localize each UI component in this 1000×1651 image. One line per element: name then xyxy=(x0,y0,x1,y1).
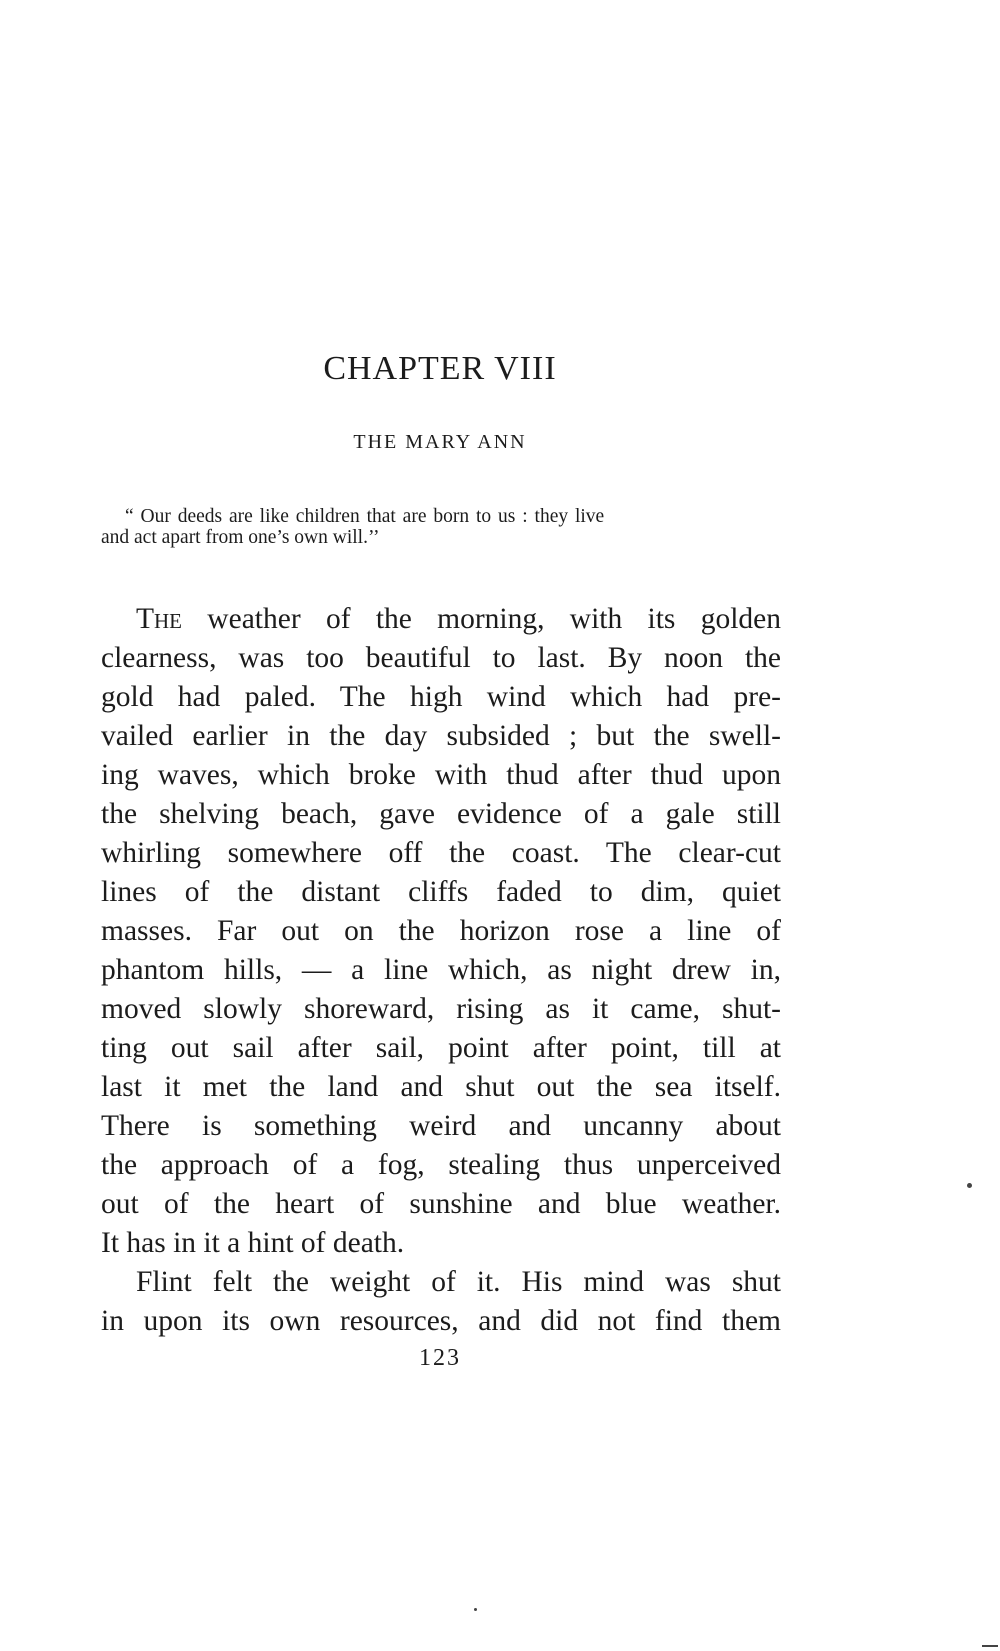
epigraph xyxy=(101,506,781,548)
epigraph-line: “ Our deeds are like children that are born to us : they live xyxy=(125,506,605,527)
body-text xyxy=(101,600,781,1341)
paragraph-line: masses. Far out on the horizon rose a line of xyxy=(101,915,781,947)
paragraph-line: out of the heart of sunshine and blue weather. xyxy=(101,1188,781,1220)
epigraph-line: and act apart from one’s own will.’’ xyxy=(101,527,380,548)
paragraph-line: last it met the land and shut out the sea itself. xyxy=(101,1071,781,1103)
paragraph-line: Flint felt the weight of it. His mind was shut xyxy=(136,1266,781,1298)
paragraph-line: the shelving beach, gave evidence of a gale still xyxy=(101,798,781,830)
paragraph-line: ing waves, which broke with thud after thud upon xyxy=(101,759,781,791)
paragraph-line: in upon its own resources, and did not find them xyxy=(101,1305,781,1337)
paragraph-line: clearness, was too beautiful to last. By noon the xyxy=(101,642,781,674)
paragraph-line: The weather of the morning, with its golden xyxy=(136,603,781,635)
paragraph-line: moved slowly shoreward, rising as it came, shut- xyxy=(101,993,781,1025)
paragraph-line: There is something weird and uncanny about xyxy=(101,1110,781,1142)
scan-speck xyxy=(474,1608,477,1611)
paragraph-line: vailed earlier in the day subsided ; but the swell- xyxy=(101,720,781,752)
page-number: 123 xyxy=(419,1345,461,1371)
chapter-title: CHAPTER VIII xyxy=(323,350,557,387)
scan-speck xyxy=(982,1645,998,1647)
drop-word: The xyxy=(136,603,183,635)
chapter-subtitle: THE MARY ANN xyxy=(353,431,527,453)
scan-speck xyxy=(967,1183,972,1188)
paragraph-line: the approach of a fog, stealing thus unperceived xyxy=(101,1149,781,1181)
paragraph-line: whirling somewhere off the coast. The clear-cut xyxy=(101,837,781,869)
paragraph-line: phantom hills, — a line which, as night drew in, xyxy=(101,954,781,986)
paragraph-line: lines of the distant cliffs faded to dim, quiet xyxy=(101,876,781,908)
paragraph-line: ting out sail after sail, point after point, till at xyxy=(101,1032,781,1064)
paragraph-line: It has in it a hint of death. xyxy=(101,1227,405,1259)
paragraph-line: gold had paled. The high wind which had pre- xyxy=(101,681,781,713)
